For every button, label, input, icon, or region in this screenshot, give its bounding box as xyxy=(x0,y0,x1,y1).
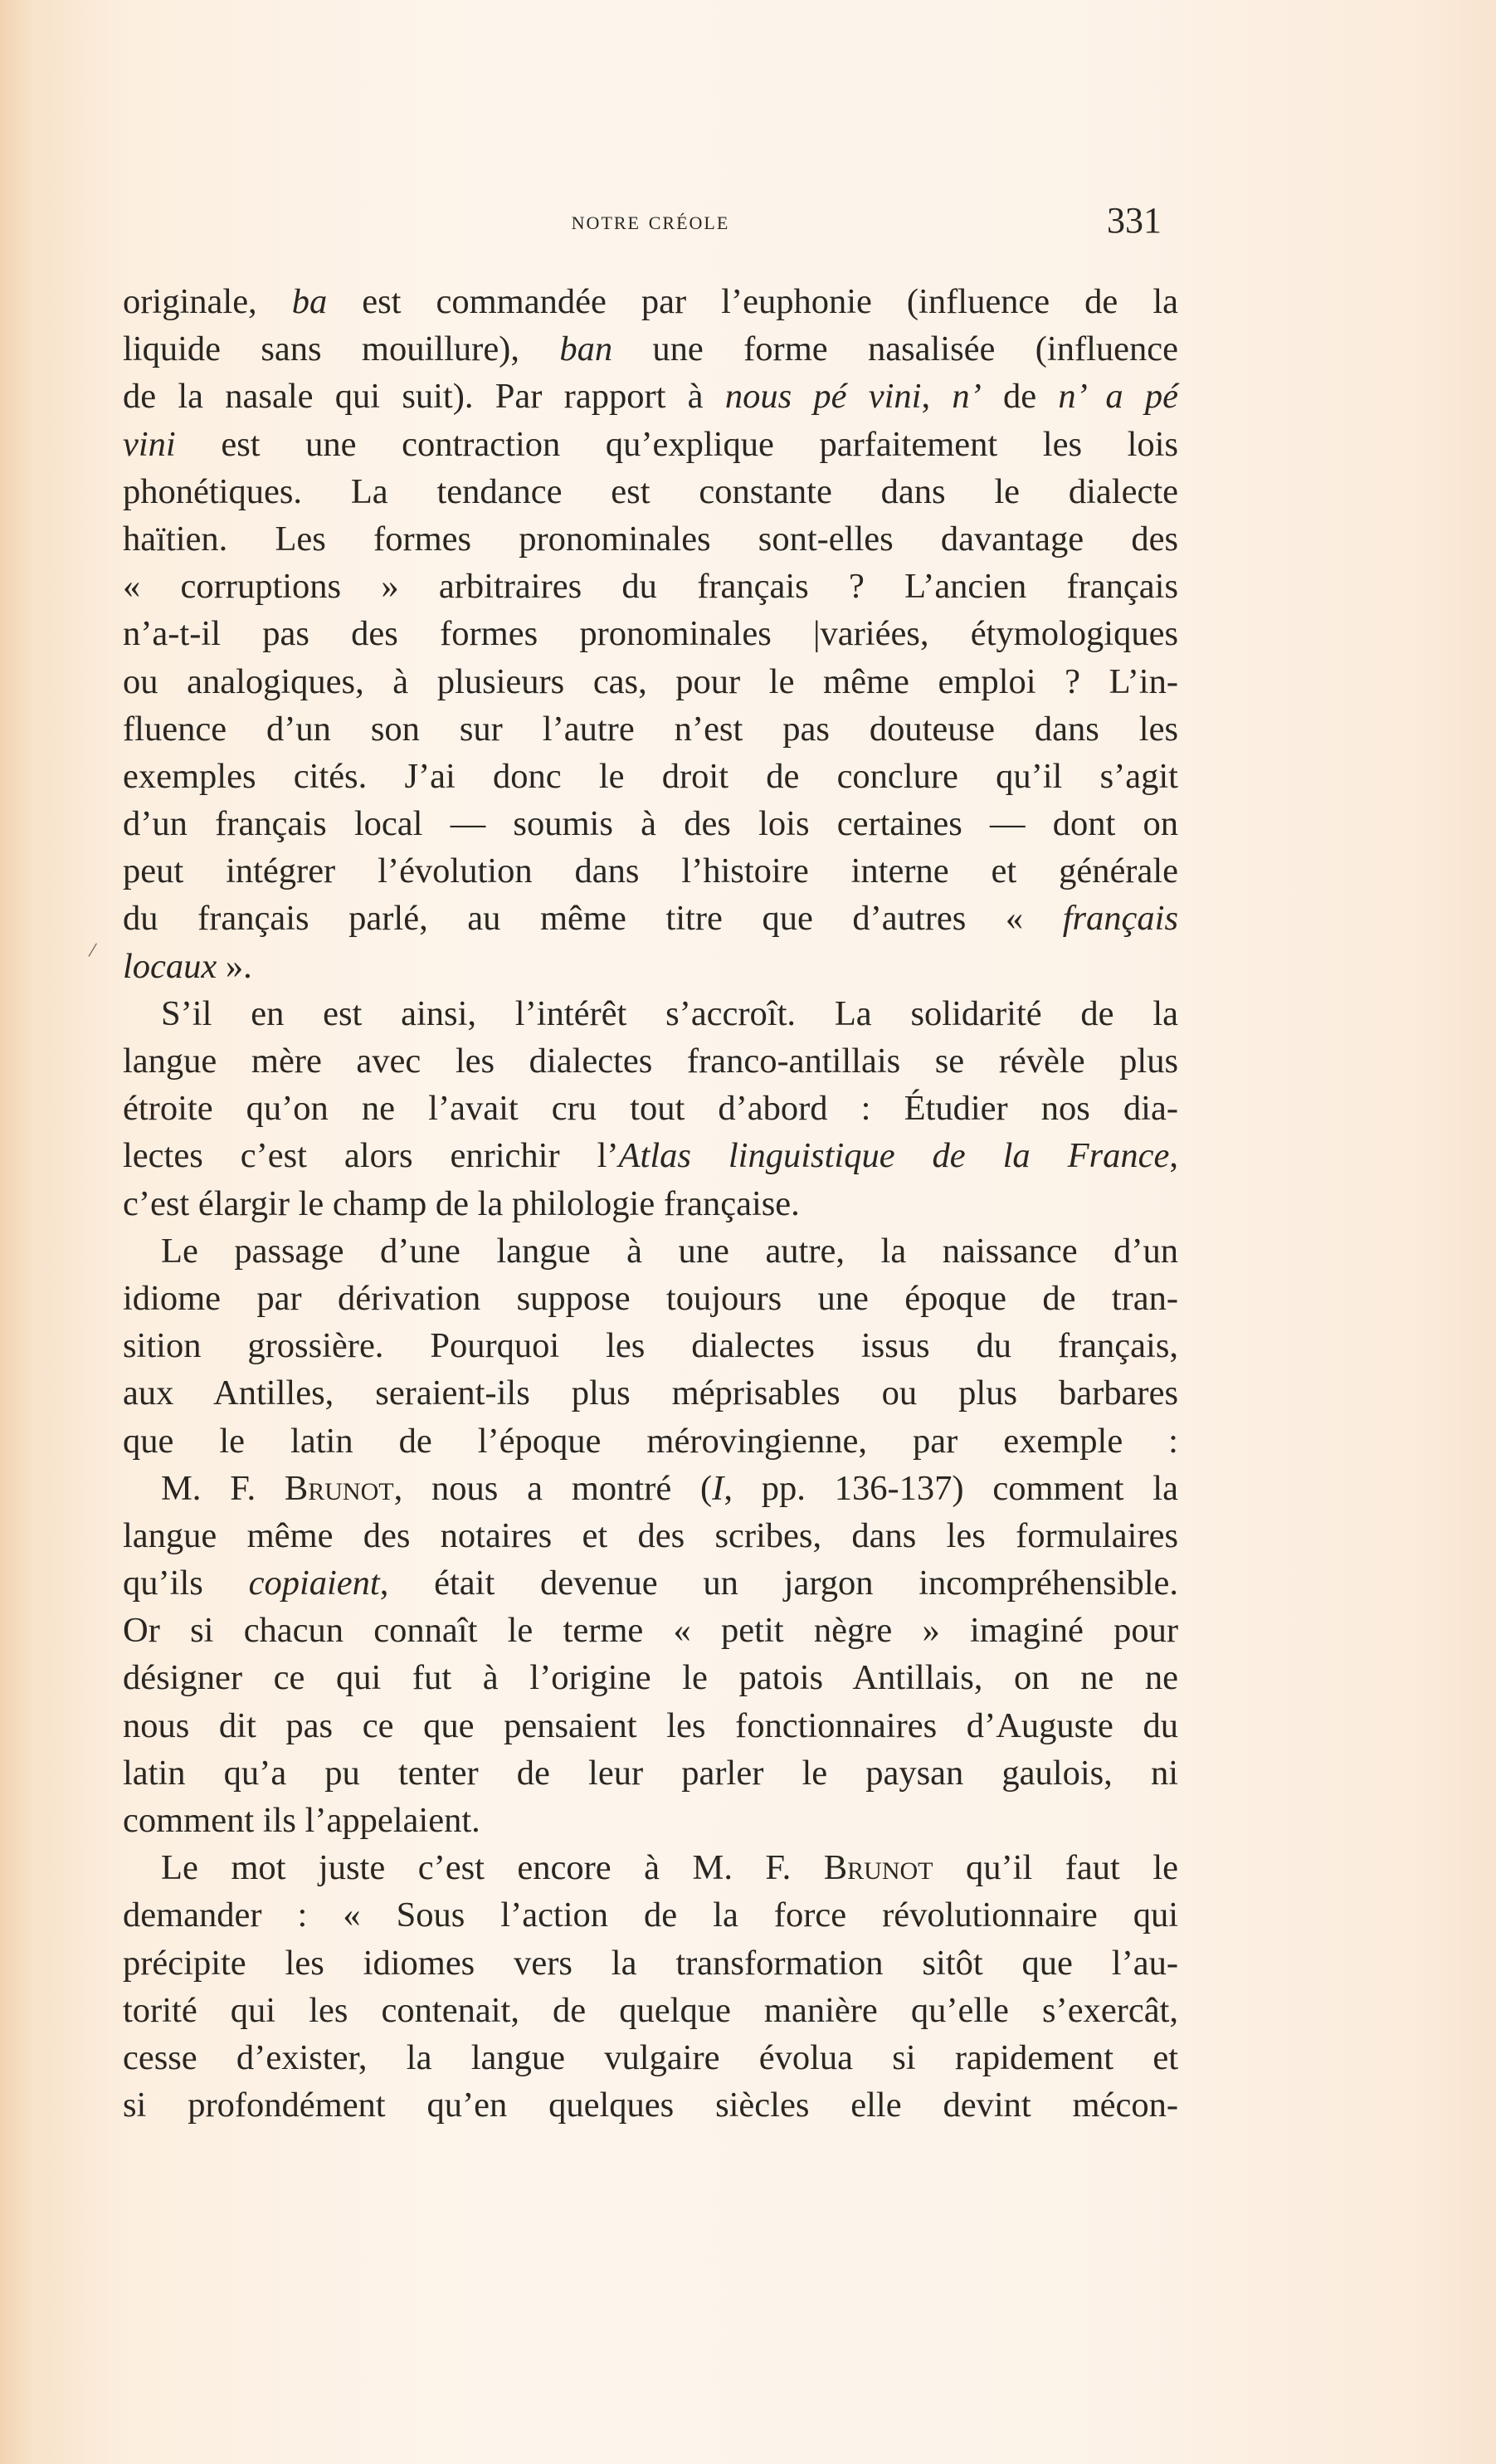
text-segment: de la nasale qui suit). Par rapport à xyxy=(123,377,725,417)
italic-text: vini xyxy=(123,424,176,464)
text-segment: comment ils l’appelaient. xyxy=(123,1801,480,1840)
text-line xyxy=(123,753,1178,800)
text-line xyxy=(123,1749,1178,1797)
text-segment: étroite qu’on ne l’avait cru tout d’abord : Étudier nos dia- xyxy=(123,1089,1178,1129)
text-segment: qu’il faut le xyxy=(933,1848,1178,1888)
running-head xyxy=(123,199,1178,241)
text-line xyxy=(123,468,1178,515)
text-segment: , était devenue un jargon incompréhensible. xyxy=(379,1564,1178,1603)
italic-text: français xyxy=(1062,899,1178,939)
text-line xyxy=(123,705,1178,753)
text-line xyxy=(123,421,1178,468)
italic-text: copiaient xyxy=(248,1564,380,1603)
text-line xyxy=(123,1180,1178,1227)
italic-text: nous pé vini xyxy=(724,377,922,417)
text-segment: ». xyxy=(217,946,252,986)
text-segment: est une contraction qu’explique parfaitement les lois xyxy=(175,424,1178,464)
text-segment: aux Antilles, seraient-ils plus méprisables ou plus barbares xyxy=(123,1373,1178,1413)
text-line xyxy=(123,1132,1178,1179)
text-segment: qu’ils xyxy=(123,1564,249,1603)
text-line xyxy=(123,1987,1178,2034)
italic-text: ba xyxy=(291,282,328,321)
text-segment: , pp. 136-137) comment la xyxy=(724,1468,1178,1508)
small-caps-text: Brunot xyxy=(284,1468,394,1508)
text-line xyxy=(123,373,1178,420)
text-segment: , xyxy=(921,377,953,417)
text-line xyxy=(123,563,1178,610)
text-line xyxy=(123,1797,1178,1844)
text-line xyxy=(123,1939,1178,1987)
text-line xyxy=(123,1891,1178,1939)
text-line xyxy=(123,515,1178,563)
text-segment: , nous a montré ( xyxy=(393,1468,713,1508)
text-line xyxy=(123,1417,1178,1465)
text-line xyxy=(123,1512,1178,1559)
italic-text: n’ xyxy=(952,377,982,417)
text-segment: originale, xyxy=(123,282,292,321)
text-line xyxy=(123,278,1178,325)
text-line xyxy=(123,1369,1178,1417)
text-segment: cesse d’exister, la langue vulgaire évolua si rapidement et xyxy=(123,2037,1178,2077)
text-line xyxy=(123,895,1178,942)
text-segment: lectes c’est alors enrichir l’ xyxy=(123,1136,619,1176)
text-segment: « corruptions » arbitraires du français ? L’ancien français xyxy=(123,567,1178,607)
text-line xyxy=(123,658,1178,705)
text-segment: est commandée par l’euphonie (influence de la xyxy=(327,282,1178,321)
small-caps-text: Brunot xyxy=(823,1848,933,1888)
text-segment: une forme nasalisée (influence xyxy=(612,329,1178,369)
italic-text: locaux xyxy=(123,946,217,986)
text-line xyxy=(123,990,1178,1037)
text-segment: liquide sans mouillure), xyxy=(123,329,560,369)
text-segment: si profondément qu’en quelques siècles elle devint mécon- xyxy=(123,2086,1178,2125)
text-segment: langue mère avec les dialectes franco-antillais se révèle plus xyxy=(123,1042,1178,1081)
text-line xyxy=(123,1844,1178,1891)
text-segment: nous dit pas ce que pensaient les fonctionnaires d’Auguste du xyxy=(123,1705,1178,1745)
text-segment: latin qu’a pu tenter de leur parler le paysan gaulois, ni xyxy=(123,1753,1178,1793)
text-segment: exemples cités. J’ai donc le droit de conclure qu’il s’agit xyxy=(123,756,1178,796)
text-line xyxy=(123,1275,1178,1322)
text-line xyxy=(123,847,1178,895)
text-segment: d’un français local — soumis à des lois certaines — dont on xyxy=(123,804,1178,844)
italic-text: Atlas linguistique de la France xyxy=(618,1136,1170,1176)
text-segment: de xyxy=(981,377,1059,417)
text-line xyxy=(123,1607,1178,1654)
text-segment: langue même des notaires et des scribes, dans les formulaires xyxy=(123,1515,1178,1555)
text-segment: du français parlé, au même titre que d’autres « xyxy=(123,899,1063,939)
text-segment: ou analogiques, à plusieurs cas, pour le même emploi ? L’in- xyxy=(123,661,1178,701)
text-segment: haïtien. Les formes pronominales sont-elles davantage des xyxy=(123,519,1178,559)
text-line xyxy=(123,325,1178,373)
running-title: notre créole xyxy=(571,206,730,235)
text-segment: n’a-t-il pas des formes pronominales |variées, étymologiques xyxy=(123,614,1178,654)
text-segment: Le passage d’une langue à une autre, la naissance d’un xyxy=(161,1231,1178,1271)
text-segment: phonétiques. La tendance est constante dans le dialecte xyxy=(123,471,1178,511)
body-text xyxy=(123,278,1178,2129)
italic-text: I xyxy=(712,1468,724,1508)
text-segment: Or si chacun connaît le terme « petit nègre » imaginé pour xyxy=(123,1611,1178,1651)
text-line xyxy=(123,610,1178,657)
text-line xyxy=(123,1465,1178,1512)
text-line xyxy=(123,1654,1178,1701)
text-line xyxy=(123,2081,1178,2129)
italic-text: n’ a pé xyxy=(1058,377,1178,417)
text-segment: que le latin de l’époque mérovingienne, par exemple : xyxy=(123,1421,1178,1461)
text-line xyxy=(123,1085,1178,1132)
text-segment: demander : « Sous l’action de la force révolutionnaire qui xyxy=(123,1896,1178,1935)
text-line xyxy=(123,943,1178,990)
page-number: 331 xyxy=(1107,200,1162,241)
text-segment: Le mot juste c’est encore à M. F. xyxy=(161,1848,824,1888)
text-line xyxy=(123,1322,1178,1369)
text-line xyxy=(123,2034,1178,2081)
text-segment: fluence d’un son sur l’autre n’est pas douteuse dans les xyxy=(123,709,1178,749)
text-segment: M. F. xyxy=(161,1468,285,1508)
italic-text: ban xyxy=(559,329,613,369)
text-segment: précipite les idiomes vers la transformation sitôt que l’au- xyxy=(123,1943,1178,1983)
text-line xyxy=(123,1559,1178,1607)
text-line xyxy=(123,1227,1178,1275)
text-segment: sition grossière. Pourquoi les dialectes issus du français, xyxy=(123,1326,1178,1366)
text-line xyxy=(123,800,1178,847)
text-line xyxy=(123,1037,1178,1085)
text-segment: idiome par dérivation suppose toujours une époque de tran- xyxy=(123,1278,1178,1318)
text-segment: , xyxy=(1169,1136,1178,1176)
margin-pencil-mark: / xyxy=(87,937,99,963)
text-segment: c’est élargir le champ de la philologie française. xyxy=(123,1183,800,1223)
text-segment: peut intégrer l’évolution dans l’histoire interne et générale xyxy=(123,851,1178,891)
text-segment: S’il en est ainsi, l’intérêt s’accroît. La solidarité de la xyxy=(161,993,1178,1033)
text-segment: désigner ce qui fut à l’origine le patois Antillais, on ne ne xyxy=(123,1658,1178,1698)
text-line xyxy=(123,1702,1178,1749)
text-segment: torité qui les contenait, de quelque manière qu’elle s’exercât, xyxy=(123,1990,1178,2030)
